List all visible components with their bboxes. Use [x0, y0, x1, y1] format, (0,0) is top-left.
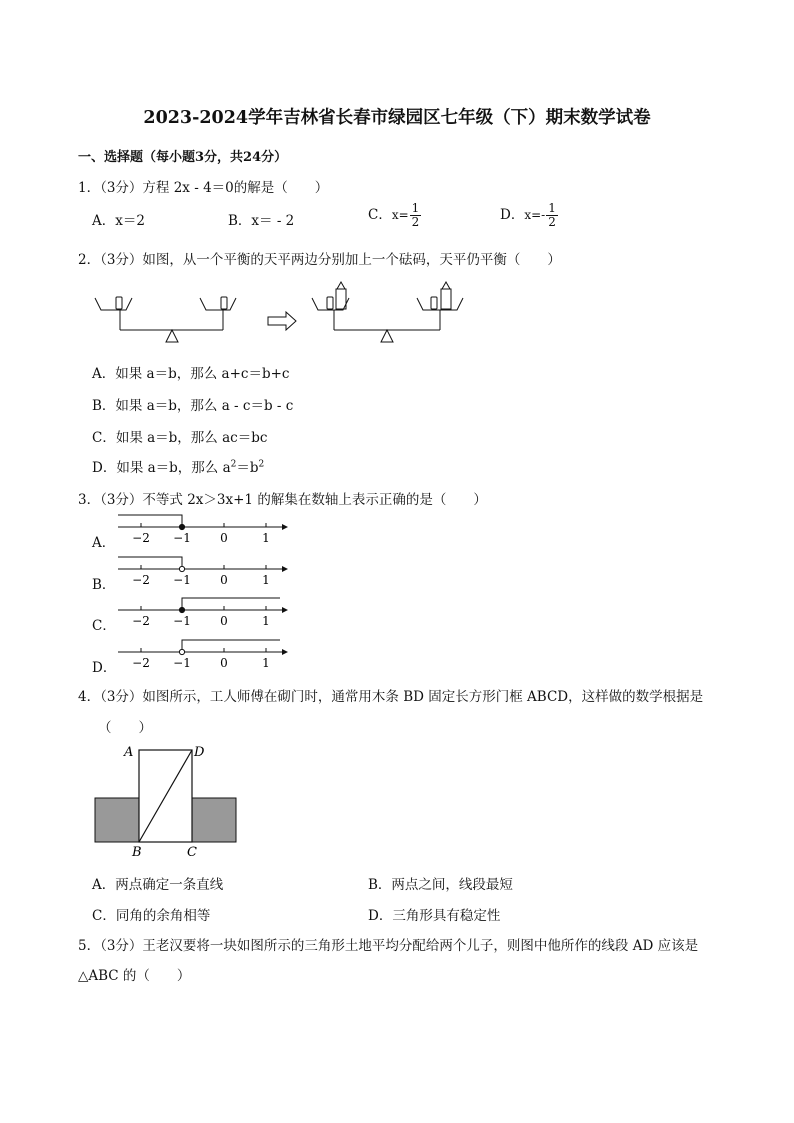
- tick-label: −2: [132, 573, 150, 587]
- tick-label: 1: [262, 656, 270, 670]
- label-b: B: [132, 845, 142, 860]
- question-4-stem-tail: （ ）: [98, 720, 152, 736]
- balance-scale-figure: [90, 284, 470, 354]
- number-line-arrow-b: [282, 566, 288, 572]
- left-pan-left: [95, 298, 132, 310]
- number-line-arrow-a: [282, 524, 288, 530]
- q2-option-c: C．如果 a＝b，那么 ac＝bc: [92, 430, 268, 446]
- question-1-stem: 1．（3分）方程 2x - 4＝0的解是（ ）: [78, 180, 329, 196]
- tick-label: −1: [173, 531, 191, 545]
- section-heading: 一、选择题（每小题3分，共24分）: [78, 150, 288, 165]
- q4-option-c: C．同角的余角相等: [92, 908, 211, 924]
- q1-option-d-var: x=-: [524, 208, 546, 222]
- number-line-arrow-d: [282, 649, 288, 655]
- label-d: D: [194, 745, 205, 760]
- question-4-stem: 4．（3分）如图所示，工人师傅在砌门时，通常用木条 BD 固定长方形门框 ABCD，这样做的数学根据是: [78, 689, 704, 705]
- tick-label: −2: [132, 531, 150, 545]
- question-3-stem: 3．（3分）不等式 2x＞3x+1 的解集在数轴上表示正确的是（ ）: [78, 492, 487, 508]
- q1-option-a: A．x＝2: [92, 213, 145, 229]
- solution-ray: [182, 640, 280, 652]
- tick-label: −2: [132, 614, 150, 628]
- tick-label: 0: [220, 531, 228, 545]
- q1-option-c-fraction: $\frac{1}{2}$: [411, 201, 420, 229]
- tick-label: 1: [262, 573, 270, 587]
- solution-ray: [118, 557, 182, 569]
- question-5-stem-tail: △ABC 的（ ）: [78, 968, 191, 984]
- solution-ray: [118, 515, 182, 527]
- door-frame-figure: [90, 744, 250, 864]
- filled-point: [179, 524, 184, 529]
- q3-option-d-label: D．: [92, 660, 117, 676]
- q1-option-d: [500, 202, 558, 229]
- q3-option-a-label: A．: [92, 535, 116, 551]
- q2-option-b: B．如果 a＝b，那么 a - c＝b - c: [92, 398, 294, 414]
- arrow-icon: [268, 312, 296, 330]
- tick-label: −2: [132, 656, 150, 670]
- page-title: 2023-2024学年吉林省长春市绿园区七年级（下）期末数学试卷: [143, 108, 651, 128]
- left-pan-right: [200, 298, 236, 310]
- tick-label: 0: [220, 614, 228, 628]
- hollow-point: [179, 649, 184, 654]
- number-line-arrow-c: [282, 607, 288, 613]
- q3-option-b-label: B．: [92, 577, 116, 593]
- q1-option-c-label: C．: [368, 207, 392, 223]
- label-a: A: [124, 745, 134, 760]
- label-c: C: [187, 845, 197, 860]
- tick-label: 0: [220, 656, 228, 670]
- q4-option-a: A．两点确定一条直线: [92, 877, 224, 893]
- q2-option-d-mid: ＝b: [236, 460, 259, 476]
- q2-option-a: A．如果 a＝b，那么 a+c＝b+c: [92, 366, 290, 382]
- solution-ray: [182, 598, 280, 610]
- right-fulcrum: [381, 330, 393, 342]
- q4-option-b: B．两点之间，线段最短: [368, 877, 513, 893]
- q4-option-d: D．三角形具有稳定性: [368, 908, 501, 924]
- q1-option-c-var: x=: [391, 208, 409, 222]
- question-2-stem: 2．（3分）如图，从一个平衡的天平两边分别加上一个砝码，天平仍平衡（ ）: [78, 252, 561, 268]
- q1-option-b: B．x＝ - 2: [228, 213, 295, 229]
- tick-label: −1: [173, 614, 191, 628]
- filled-point: [179, 607, 184, 612]
- tick-label: 0: [220, 573, 228, 587]
- question-5-stem: 5．（3分）王老汉要将一块如图所示的三角形土地平均分配给两个儿子，则图中他所作的线段 AD 应该是: [78, 938, 699, 954]
- number-line-figures: [114, 510, 314, 680]
- q3-option-c-label: C．: [92, 618, 116, 634]
- tick-label: 1: [262, 614, 270, 628]
- q1-option-c: [368, 202, 421, 229]
- tick-label: 1: [262, 531, 270, 545]
- q2-option-d-text: D．如果 a＝b，那么 a: [92, 460, 231, 476]
- left-fulcrum: [166, 330, 178, 342]
- q2-option-d: D．如果 a＝b，那么 $a^2=b^2$: [92, 459, 265, 476]
- q1-option-d-label: D．: [500, 207, 525, 223]
- hollow-point: [179, 566, 184, 571]
- tick-label: −1: [173, 656, 191, 670]
- tick-label: −1: [173, 573, 191, 587]
- q1-option-d-fraction: $\frac{1}{2}$: [548, 201, 556, 229]
